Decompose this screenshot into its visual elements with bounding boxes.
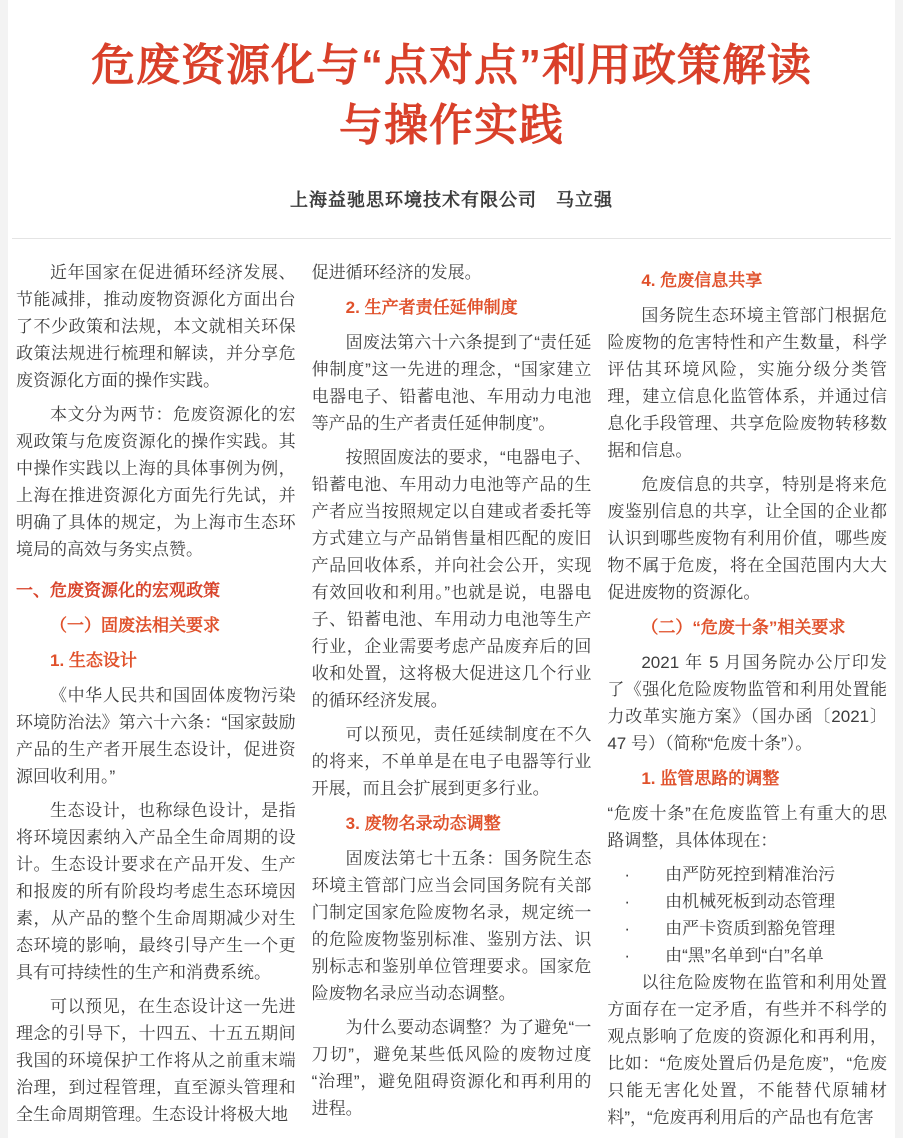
article-title-line2: 与操作实践	[339, 101, 564, 150]
paragraph: 《中华人民共和国固体废物污染环境防治法》第六十六条：“国家鼓励产品的生产者开展生态设计，促进资源回收利用。”	[16, 686, 296, 786]
paragraph: 为什么要动态调整？为了避免“一刀切”，避免某些低风险的废物过度“治理”，避免阻碍资源化和再利用的进程。	[311, 1018, 592, 1118]
paragraph: 以往危险废物在监管和利用处置方面存在一定矛盾，有些并不科学的观点影响了危废的资源化和再利用，比如：“危废处置后仍是危废”，“危废只能无害化处置，不能替代原辅材料”，“危废再利用后的产品也有危害	[607, 973, 888, 1127]
paragraph: 可以预见，责任延续制度在不久的将来，不单单是在电子电器等行业开展，而且会扩展到更多行业。	[311, 725, 592, 798]
paragraph: 本文分为两节：危废资源化的宏观政策与危废资源化的操作实践。其中操作实践以上海的具体事例为例，上海在推进资源化方面先行先试，并明确了具体的规定，为上海市生态环境局的高效与务实点赞。	[16, 405, 296, 559]
column-3	[607, 259, 887, 1138]
section-heading-level2: 4. 危废信息共享	[641, 271, 763, 290]
section-heading-level2: 1. 监管思路的调整	[641, 769, 780, 788]
paragraph: 近年国家在促进循环经济发展、节能减排，推动废物资源化方面出台了不少政策和法规，本文就相关环保政策法规进行梳理和解读，并分享危废资源化方面的操作实践。	[16, 263, 296, 390]
article-title-line1: 危废资源化与“点对点”利用政策解读	[91, 41, 812, 90]
section-heading-level2: 3. 废物名录动态调整	[345, 814, 501, 833]
column-1	[16, 259, 296, 1138]
paragraph-continuation: “危废十条”在危废监管上有重大的思路调整，具体体现在：	[607, 804, 888, 850]
paragraph: 按照固废法的要求，“电器电子、铅蓄电池、车用动力电池等产品的生产者应当按照规定以自建或者委托等方式建立与产品销售量相匹配的废旧产品回收体系，并向社会公开，实现有效回收和利用。”也就是说，电器电子、铅蓄电池、车用动力电池等生产行业，企业需要考虑产品废弃后的回收和处置，这将极大促进这几个行业的循环经济发展。	[311, 448, 592, 710]
paragraph: 国务院生态环境主管部门根据危险废物的危害特性和产生数量，科学评估其环境风险，实施分级分类管理，建立信息化监管体系，并通过信息化手段管理、共享危险废物转移数据和信息。	[607, 306, 888, 460]
article-title	[8, 36, 895, 156]
paragraph: 生态设计，也称绿色设计，是指将环境因素纳入产品全生命周期的设计。生态设计要求在产品开发、生产和报废的所有阶段均考虑生态环境因素，从产品的整个生命周期减少对生态环境的影响，最终引导产生一个更具有可持续性的生产和消费系统。	[16, 801, 296, 982]
paragraph: 固废法第七十五条：国务院生态环境主管部门应当会同国务院有关部门制定国家危险废物名录，规定统一的危险废物鉴别标准、鉴别方法、识别标志和鉴别单位管理要求。国家危险废物名录应当动态调整。	[311, 849, 592, 1003]
paragraph: 固废法第六十六条提到了“责任延伸制度”这一先进的理念，“国家建立电器电子、铅蓄电池、车用动力电池等产品的生产者责任延伸制度”。	[311, 333, 592, 433]
section-heading-level2: 2. 生产者责任延伸制度	[345, 298, 518, 317]
bullet-item: · 由机械死板到动态管理	[607, 888, 887, 915]
article-header	[8, 0, 895, 212]
paragraph: 危废信息的共享，特别是将来危废鉴别信息的共享，让全国的企业都认识到哪些废物有利用价值，哪些废物不属于危废，将在全国范围内大大促进废物的资源化。	[607, 475, 888, 602]
bullet-item: · 由“黑”名单到“白”名单	[607, 942, 887, 969]
byline: 上海益驰思环境技术有限公司 马立强	[290, 190, 613, 210]
paragraph: 2021 年 5 月国务院办公厅印发了《强化危险废物监管和利用处置能力改革实施方案》（国办函〔2021〕47 号）（简称“危废十条”）。	[607, 653, 888, 753]
bullet-item: · 由严防死控到精准治污	[607, 861, 887, 888]
article-page	[8, 0, 895, 1138]
section-heading-level2: 1. 生态设计	[50, 651, 137, 670]
paragraph: 可以预见，在生态设计这一先进理念的引导下，十四五、十五五期间我国的环境保护工作将从之前重末端治理，到过程管理，直至源头管理和全生命周期管理。生态设计将极大地	[16, 997, 296, 1124]
article-body	[8, 239, 895, 1138]
section-heading-level2: （二）“危废十条”相关要求	[641, 618, 846, 637]
section-heading-level1: 一、危废资源化的宏观政策	[16, 581, 220, 600]
column-2	[312, 259, 592, 1138]
section-heading-level2: （一）固废法相关要求	[50, 616, 220, 635]
paragraph-continuation: 促进循环经济的发展。	[311, 263, 482, 282]
bullet-item: · 由严卡资质到豁免管理	[607, 915, 887, 942]
